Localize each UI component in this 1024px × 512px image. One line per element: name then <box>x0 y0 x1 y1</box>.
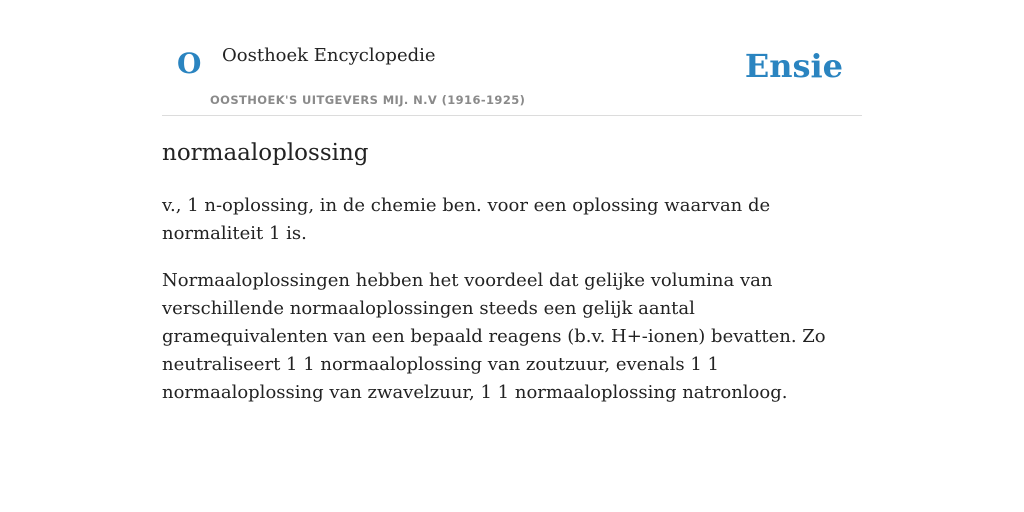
page-container <box>162 0 862 403</box>
brand-logo[interactable]: Ensie <box>744 47 843 85</box>
source-title-link[interactable]: Oosthoek Encyclopedie <box>222 45 436 66</box>
source-logo[interactable]: O <box>177 47 202 80</box>
source-publisher: OOSTHOEK'S UITGEVERS MIJ. N.V (1916-1925) <box>210 93 526 107</box>
source-header <box>162 0 862 116</box>
entry-paragraph-definition: v., 1 n-oplossing, in de chemie ben. voor een oplossing waarvan de normaliteit 1 is. <box>162 195 771 244</box>
entry-body <box>162 192 857 426</box>
entry-title: normaaloplossing <box>162 140 369 166</box>
entry-paragraph-explanation: Normaaloplossingen hebben het voordeel dat gelijke volumina van verschillende normaaloplossingen steeds een gelijk aantal gramequivalenten van een bepaald reagens (b.v. H+-ionen) bevatten. Zo neutraliseert 1 1 normaaloplossing van zoutzuur, evenals 1 1 normaaloplossing van zwavelzuur, 1 1 normaaloplossing natronloog. <box>162 270 826 403</box>
